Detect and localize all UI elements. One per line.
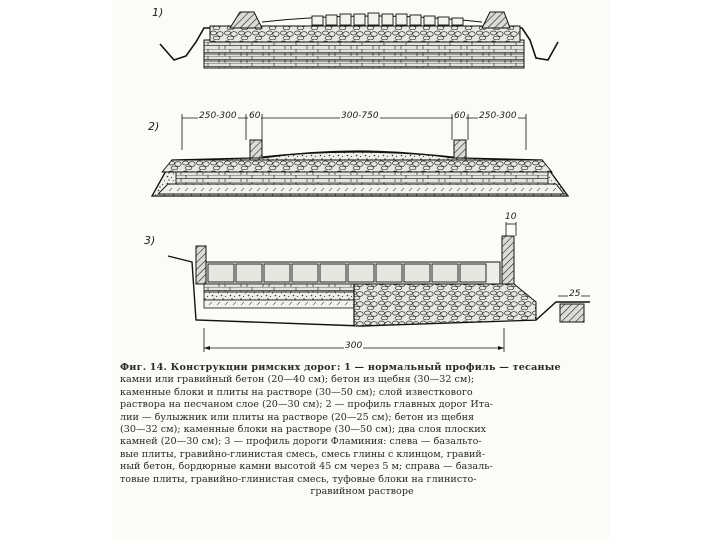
- caption-line: каменные блоки и плиты на растворе (30—50 см); слой известкового: [120, 386, 473, 398]
- dim-road-width: 300: [345, 341, 363, 351]
- dim-left-curb: 60: [249, 111, 261, 121]
- profile-3-label: 3): [144, 234, 156, 247]
- profile-3-via-flaminia: [168, 220, 590, 352]
- profile-2-label: 2): [148, 120, 160, 133]
- caption-line: (30—32 см); каменные блоки на растворе (30—50 см); два слоя плоских: [120, 424, 487, 436]
- caption-line: камней (20—30 см); 3 — профиль дороги Фламиния: слева — базальто-: [120, 436, 482, 448]
- caption-line: камни или гравийный бетон (20—40 см); бетон из щебня (30—32 см);: [120, 374, 475, 386]
- dim-curb-width: 10: [505, 212, 517, 222]
- dim-curb-height: 25: [569, 289, 581, 299]
- profile-2-main-roads-italy: [152, 114, 568, 196]
- caption-line: гравийном растворе: [310, 486, 414, 498]
- caption-line: вые плиты, гравийно-глинистая смесь, смесь глины с клинцом, гравий-: [120, 448, 486, 460]
- dim-carriageway: 300-750: [341, 111, 379, 121]
- caption-line: лии — булыжник или плиты на растворе (20—25 см); бетон из щебня: [120, 411, 475, 423]
- figure-caption: [120, 362, 604, 498]
- profile-1-label: 1): [152, 6, 164, 19]
- dim-right-curb: 60: [454, 111, 466, 121]
- dim-right-shoulder: 250-300: [479, 111, 517, 121]
- profile-1-normal: [160, 12, 558, 68]
- roman-road-cross-sections-figure: [112, 0, 610, 360]
- caption-line: Фиг. 14. Конструкции римских дорог: 1 — нормальный профиль — тесаные: [120, 362, 561, 373]
- dim-left-shoulder: 250-300: [199, 111, 237, 121]
- caption-line: товые плиты, гравийно-глинистая смесь, туфовые блоки на глинисто-: [120, 473, 477, 485]
- caption-line: раствора на песчаном слое (20—30 см); 2 — профиль главных дорог Ита-: [120, 399, 494, 411]
- book-page: [112, 0, 610, 540]
- caption-line: ный бетон, бордюрные камни высотой 45 см через 5 м; справа — базаль-: [120, 461, 493, 473]
